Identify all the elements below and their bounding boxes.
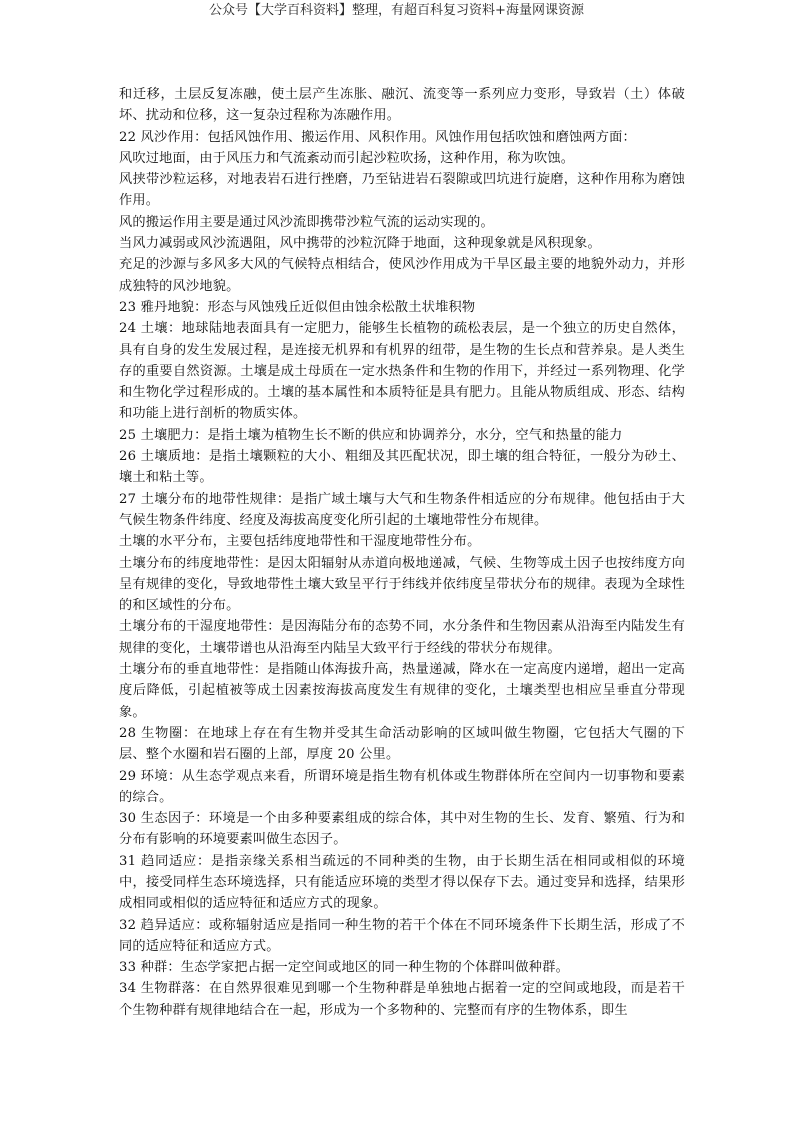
paragraph: 29 环境：从生态学观点来看，所谓环境是指生物有机体或生物群体所在空间内一切事物和要素的综合。 xyxy=(119,768,685,805)
paragraph: 当风力减弱或风沙流遇阻，风中携带的沙粒沉降于地面，这种现象就是风积现象。 xyxy=(119,236,601,252)
paragraph: 和迁移，土层反复冻融，使土层产生冻胀、融沉、流变等一系列应力变形，导致岩（土）体破坏、扰动和位移，这一复杂过程称为冻融作用。 xyxy=(119,87,685,124)
paragraph: 风的搬运作用主要是通过风沙流即携带沙粒气流的运动实现的。 xyxy=(119,214,494,230)
paragraph: 30 生态因子：环境是一个由多种要素组成的综合体，其中对生物的生长、发育、繁殖、行为和分布有影响的环境要素叫做生态因子。 xyxy=(119,811,685,848)
paragraph: 25 土壤肥力：是指土壤为植物生长不断的供应和协调养分，水分，空气和热量的能力 xyxy=(119,427,623,443)
paragraph: 充足的沙源与多风多大风的气候特点相结合，使风沙作用成为干旱区最主要的地貌外动力，并形成独特的风沙地貌。 xyxy=(119,257,685,294)
paragraph: 风挟带沙粒运移，对地表岩石进行挫磨，乃至钻进岩石裂隙或凹坑进行旋磨，这种作用称为磨蚀作用。 xyxy=(119,172,685,209)
paragraph: 32 趋异适应：或称辐射适应是指同一种生物的若干个体在不同环境条件下长期生活，形成了不同的适应特征和适应方式。 xyxy=(119,917,685,954)
paragraph: 23 雅丹地貌：形态与风蚀残丘近似但由蚀余松散土状堆积物 xyxy=(119,299,476,315)
paragraph: 28 生物圈：在地球上存在有生物并受其生命活动影响的区域叫做生物圈，它包括大气圈的下层、整个水圈和岩石圈的上部，厚度 20 公里。 xyxy=(119,725,685,763)
paragraph: 土壤分布的纬度地带性：是因太阳辐射从赤道向极地递减，气候、生物等成土因子也按纬度方向呈有规律的变化，导致地带性土壤大致呈平行于纬线并依纬度呈带状分布的规律。表现为全球性的和区域性的分布。 xyxy=(119,555,685,614)
paragraph: 31 趋同适应：是指亲缘关系相当疏远的不同种类的生物，由于长期生活在相同或相似的环境中，接受同样生态环境选择，只有能适应环境的类型才得以保存下去。通过变异和选择，结果形成相同或相似的适应特征和适应方式的现象。 xyxy=(119,853,685,912)
paragraph: 22 风沙作用：包括风蚀作用、搬运作用、风积作用。风蚀作用包括吹蚀和磨蚀两方面： xyxy=(119,129,636,145)
paragraph: 34 生物群落：在自然界很难见到哪一个生物种群是单独地占据着一定的空间或地段，而是若干个生物种群有规律地结合在一起，形成为一个多物种的、完整而有序的生物体系，即生 xyxy=(119,981,685,1018)
paragraph: 土壤分布的干湿度地带性：是因海陆分布的态势不同，水分条件和生物因素从沿海至内陆发生有规律的变化，土壤带谱也从沿海至内陆呈大致平行于经线的带状分布规律。 xyxy=(119,619,685,656)
paragraph: 26 土壤质地：是指土壤颗粒的大小、粗细及其匹配状况，即土壤的组合特征，一般分为砂土、壤土和粘土等。 xyxy=(119,449,685,486)
paragraph: 风吹过地面，由于风压力和气流紊动而引起沙粒吹扬，这种作用，称为吹蚀。 xyxy=(119,150,575,166)
paragraph: 土壤的水平分布，主要包括纬度地带性和干湿度地带性分布。 xyxy=(119,534,481,550)
paragraph: 33 种群：生态学家把占据一定空间或地区的同一种生物的个体群叫做种群。 xyxy=(119,960,569,976)
paragraph: 27 土壤分布的地带性规律：是指广域土壤与大气和生物条件相适应的分布规律。他包括由于大气候生物条件纬度、经度及海拔高度变化所引起的土壤地带性分布规律。 xyxy=(119,491,685,528)
document-body xyxy=(119,84,685,1021)
paragraph: 24 土壤：地球陆地表面具有一定肥力，能够生长植物的疏松表层，是一个独立的历史自然体，具有自身的发生发展过程，是连接无机界和有机界的纽带，是生物的生长点和营养泉。是人类生存的重要自然资源。土壤是成土母质在一定水热条件和生物的作用下，并经过一系列物理、化学和生物化学过程形成的。土壤的基本属性和本质特征是具有肥力。且能从物质组成、形态、结构和功能上进行剖析的物质实体。 xyxy=(119,321,685,422)
paragraph: 土壤分布的垂直地带性：是指随山体海拔升高，热量递减，降水在一定高度内递增，超出一定高度后降低，引起植被等成土因素按海拔高度发生有规律的变化，土壤类型也相应呈垂直分带现象。 xyxy=(119,662,685,720)
page-header: 公众号【大学百科资料】整理，有超百科复习资料+海量网课资源 xyxy=(209,3,584,18)
